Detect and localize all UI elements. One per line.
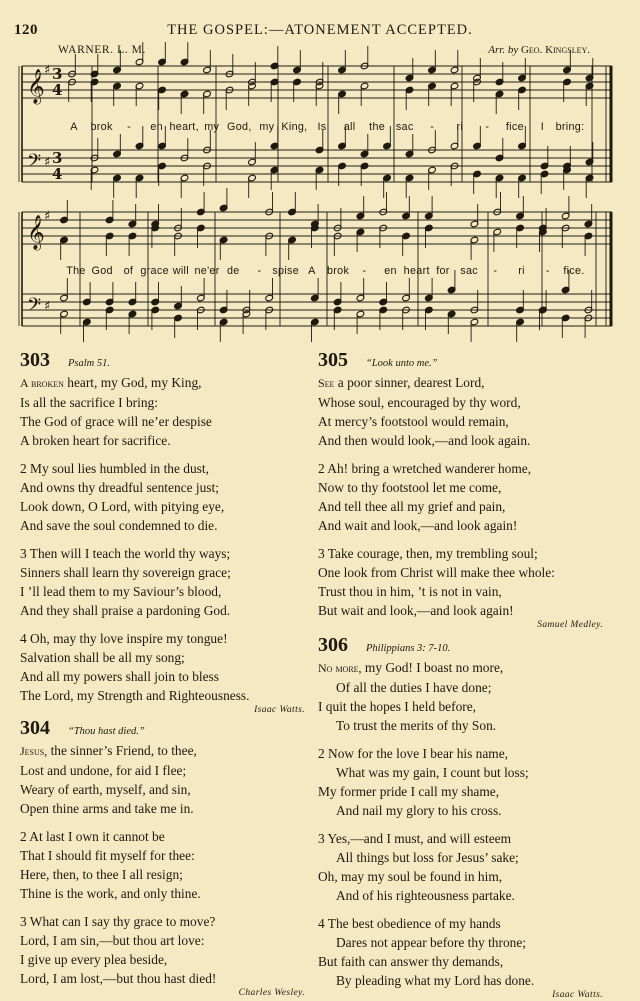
verse-line: My former pride I call my shame, xyxy=(318,784,500,799)
verse-line: At mercy’s footstool would remain, xyxy=(318,414,509,429)
verse-line: Lost and undone, for aid I flee; xyxy=(20,763,187,778)
verse-line: The God of grace will ne’er despise xyxy=(20,414,212,429)
hymn-303 xyxy=(20,350,305,716)
scripture-reference: “Look unto me.” xyxy=(366,358,438,369)
verse-line: I ’ll lead them to my Saviour’s blood, xyxy=(20,584,222,599)
lyric-syllable: - xyxy=(430,121,435,133)
verse-line: Lord, I am sin,—but thou art love: xyxy=(20,933,205,948)
verse-line: Look down, O Lord, with pitying eye, xyxy=(20,499,225,514)
verse-line: One look from Christ will make thee whole: xyxy=(318,565,555,580)
verse-line: But wait and look,—and look again! xyxy=(318,603,514,618)
verse-line: And tell thee all my grief and pain, xyxy=(318,499,506,514)
page-header: THE GOSPEL:—ATONEMENT ACCEPTED. xyxy=(167,22,473,38)
verse-lead-word: No more, xyxy=(318,661,362,675)
lyric-syllable: fice xyxy=(505,121,524,133)
verse-line-text: a poor sinner, dearest Lord, xyxy=(334,375,485,390)
verse-line: Weary of earth, myself, and sin, xyxy=(20,782,191,797)
hymn-304 xyxy=(20,718,305,999)
lyric-syllable: King, xyxy=(281,121,308,133)
verse-line: And save the soul condemned to die. xyxy=(20,518,218,533)
lyric-syllable: I xyxy=(540,121,545,133)
lyric-syllable: A xyxy=(308,265,316,277)
hymn-author: Samuel Medley. xyxy=(537,620,603,630)
scripture-reference: “Thou hast died.” xyxy=(68,726,145,737)
verse-line: And of his righteousness partake. xyxy=(336,888,515,903)
verse-line xyxy=(318,373,603,393)
hymn-305 xyxy=(318,350,603,631)
verse-line: I quit the hopes I held before, xyxy=(318,699,477,714)
verse-line: I give up every plea beside, xyxy=(20,952,168,967)
hymn-author: Isaac Watts. xyxy=(552,990,603,1000)
verse-line: To trust the merits of thy Son. xyxy=(336,718,497,733)
verse-line: 3 Take courage, then, my trembling soul; xyxy=(318,546,538,561)
lyric-syllable: the xyxy=(369,121,386,133)
lyric-syllable: fice. xyxy=(563,265,585,277)
lyric-syllable: heart, xyxy=(169,121,199,133)
treble-clef-icon: 𝄞 xyxy=(27,69,45,104)
verse-line: The Lord, my Strength and Righteousness. xyxy=(20,688,250,703)
verse-line: Here, then, to thee I all resign; xyxy=(20,867,183,882)
lyric-syllable: en xyxy=(150,121,163,133)
verse-line: And nail my glory to his cross. xyxy=(336,803,502,818)
lyric-syllable: de xyxy=(226,265,240,277)
verse-line: And wait and look,—and look again! xyxy=(318,518,518,533)
time-signature: 4 xyxy=(52,81,63,99)
verse-line: 3 Then will I teach the world thy ways; xyxy=(20,546,231,561)
verse-line: Trust thou in him, ’t is not in vain, xyxy=(318,584,502,599)
verse-lead-word: A broken xyxy=(20,376,64,390)
lyric-syllable: heart xyxy=(403,265,430,277)
verse-line: Sinners shall learn thy sovereign grace; xyxy=(20,565,231,580)
hymn-306 xyxy=(318,635,603,1001)
verse-lead-word: See xyxy=(318,376,335,390)
lyric-syllable: sac xyxy=(460,265,479,277)
verse-line xyxy=(20,373,305,393)
verse-line: Now to thy footstool let me come, xyxy=(318,480,502,495)
verse-line: Is all the sacrifice I bring: xyxy=(20,395,158,410)
tune-name: WARNER. L. M. xyxy=(58,44,146,56)
lyric-syllable: sac xyxy=(395,121,414,133)
hymn-author: Charles Wesley. xyxy=(238,988,305,998)
lyric-syllable: Is xyxy=(317,121,327,133)
time-signature: 4 xyxy=(52,165,63,183)
verse-line: 3 What can I say thy grace to move? xyxy=(20,914,216,929)
arranger-prefix: Arr. by xyxy=(488,44,519,56)
lyric-syllable: - xyxy=(257,265,262,277)
hymn-column-left xyxy=(20,350,305,999)
music-score xyxy=(0,0,640,345)
time-signature: 3 xyxy=(52,149,63,167)
hymn-number: 303 xyxy=(20,349,50,371)
verse-line: A broken heart for sacrifice. xyxy=(20,433,171,448)
page-number: 120 xyxy=(14,22,38,38)
lyric-syllable: for xyxy=(436,265,450,277)
verse-line-text: my God! I boast no more, xyxy=(361,660,504,675)
verse-line-text: the sinner’s Friend, to thee, xyxy=(47,743,197,758)
lyric-syllable: all xyxy=(343,121,356,133)
lyric-syllable: - xyxy=(362,265,367,277)
verse-line: 2 Now for the love I bear his name, xyxy=(318,746,509,761)
verse-line: Lord, I am lost,—but thou hast died! xyxy=(20,971,217,986)
verse-line xyxy=(318,658,603,678)
verse-line: And then would look,—and look again. xyxy=(318,433,531,448)
verse-line xyxy=(20,741,305,761)
verse-line: Oh, may my soul be found in him, xyxy=(318,869,503,884)
lyric-syllable: will xyxy=(172,265,189,277)
hymn-heading xyxy=(318,350,603,373)
lyric-syllable: - xyxy=(493,265,498,277)
verse-line: Of all the duties I have done; xyxy=(336,680,492,695)
verse-line: 4 The best obedience of my hands xyxy=(318,916,501,931)
hymn-heading xyxy=(20,350,305,373)
verse-line: All things but loss for Jesus’ sake; xyxy=(336,850,519,865)
verse-line: But faith can answer thy demands, xyxy=(318,954,504,969)
verse-line: Open thine arms and take me in. xyxy=(20,801,194,816)
verse-line: 3 Yes,—and I must, and will esteem xyxy=(318,831,512,846)
treble-clef-icon: 𝄞 xyxy=(27,215,45,250)
hymn-heading xyxy=(20,718,305,741)
bass-clef-icon: 𝄢 xyxy=(27,295,42,320)
lyric-syllable: ne'er xyxy=(194,265,220,277)
lyric-syllable: grace xyxy=(140,265,169,277)
lyric-syllable: A xyxy=(70,121,78,133)
verse-line: 2 At last I own it cannot be xyxy=(20,829,165,844)
verse-line: What was my gain, I count but loss; xyxy=(336,765,529,780)
scripture-reference: Psalm 51. xyxy=(68,358,110,369)
hymn-number: 305 xyxy=(318,349,348,371)
verse-line: By pleading what my Lord has done. xyxy=(336,973,535,988)
lyric-syllable: bring: xyxy=(555,121,585,133)
lyric-syllable: my xyxy=(259,121,275,133)
hymn-number: 304 xyxy=(20,717,50,739)
lyric-syllable: The xyxy=(66,265,86,277)
verse-line: 2 My soul lies humbled in the dust, xyxy=(20,461,209,476)
scripture-reference: Philippians 3: 7-10. xyxy=(366,643,451,654)
verse-line: 4 Oh, may thy love inspire my tongue! xyxy=(20,631,228,646)
bass-clef-icon: 𝄢 xyxy=(27,151,42,176)
arranger-name: Geo. Kingsley. xyxy=(520,44,590,56)
lyric-syllable: God xyxy=(91,265,113,277)
lyric-syllable: spise xyxy=(272,265,300,277)
lyric-syllable: en xyxy=(384,265,397,277)
lyric-syllable: - xyxy=(127,121,132,133)
lyric-syllable: - xyxy=(485,121,490,133)
verse-line: Thine is the work, and only thine. xyxy=(20,886,201,901)
verse-line: And all my powers shall join to bless xyxy=(20,669,219,684)
hymn-number: 306 xyxy=(318,634,348,656)
lyric-syllable: God, xyxy=(227,121,252,133)
verse-line: 2 Ah! bring a wretched wanderer home, xyxy=(318,461,532,476)
sharp-icon: ♯ xyxy=(44,209,51,224)
hymn-heading xyxy=(318,635,603,658)
lyric-syllable: ri xyxy=(456,121,464,133)
verse-line: That I should fit myself for thee: xyxy=(20,848,195,863)
hymn-author: Isaac Watts. xyxy=(254,705,305,715)
lyric-syllable: brok xyxy=(326,265,350,277)
lyric-syllable: brok xyxy=(90,121,113,133)
lyric-syllable: my xyxy=(204,121,220,133)
lyric-syllable: ri xyxy=(518,265,525,277)
sharp-icon: ♯ xyxy=(44,299,51,314)
hymn-column-right xyxy=(318,350,603,1001)
lyric-syllable: of xyxy=(123,265,134,277)
sharp-icon: ♯ xyxy=(44,63,51,78)
sharp-icon: ♯ xyxy=(44,155,51,170)
verse-line: And they shall praise a pardoning God. xyxy=(20,603,231,618)
verse-line: And owns thy dreadful sentence just; xyxy=(20,480,219,495)
time-signature: 3 xyxy=(52,65,63,83)
verse-lead-word: Jesus, xyxy=(20,744,48,758)
verse-line: Salvation shall be all my song; xyxy=(20,650,185,665)
lyric-syllable: - xyxy=(545,265,550,277)
verse-line: Dares not appear before thy throne; xyxy=(336,935,526,950)
verse-line-text: heart, my God, my King, xyxy=(63,375,202,390)
verse-line: Whose soul, encouraged by thy word, xyxy=(318,395,521,410)
